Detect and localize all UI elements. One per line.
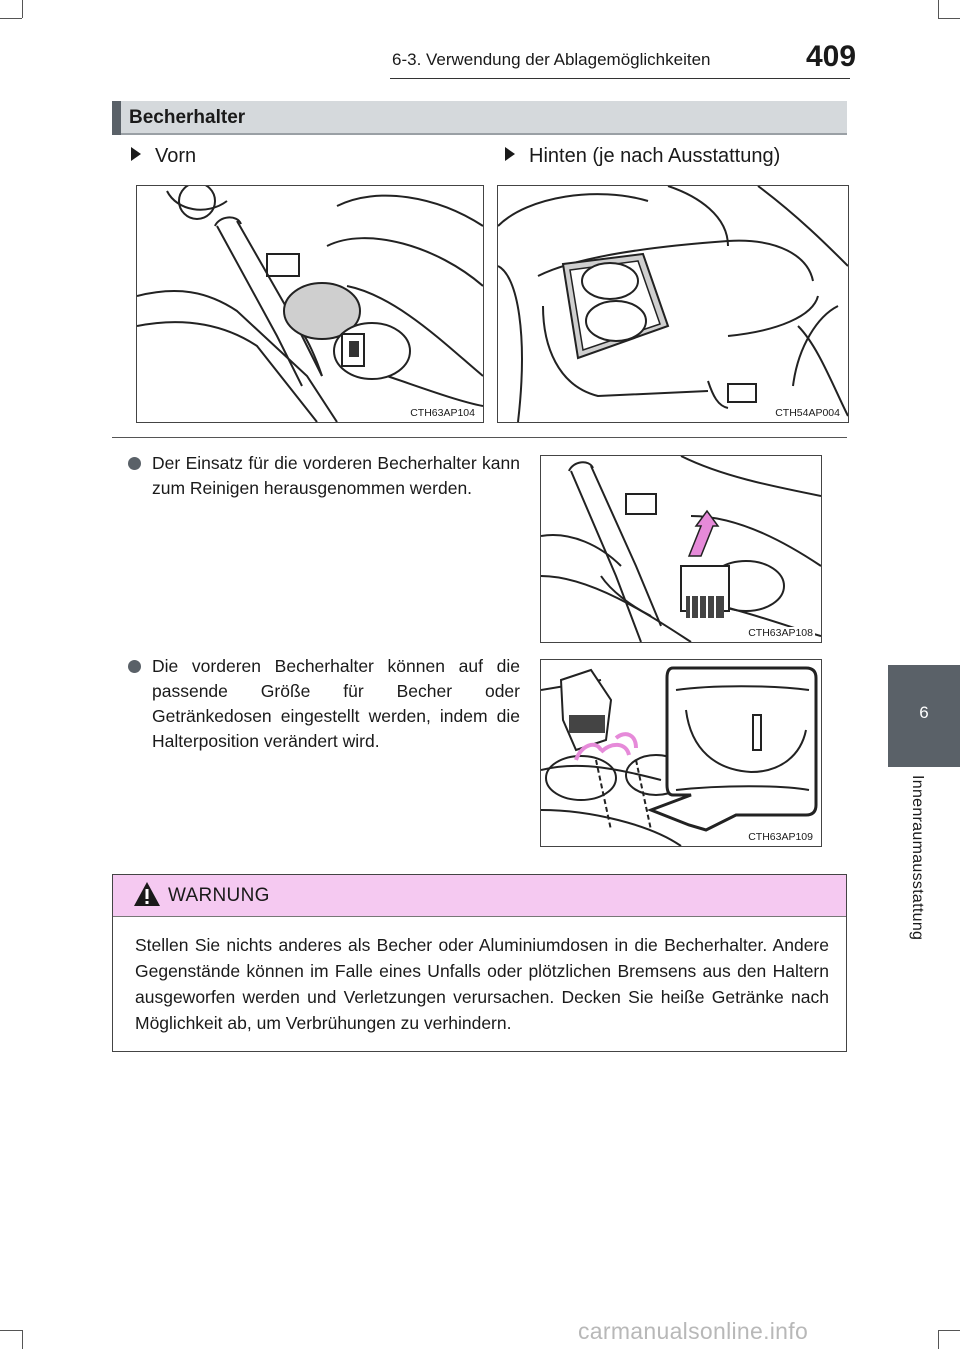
triangle-bullet-icon [131,147,141,161]
chapter-title: Innenraumausstattung [909,775,926,941]
page-number: 409 [806,40,857,73]
sub-label-front [131,145,196,168]
insert-removal-illustration [541,456,821,642]
crop-mark [938,1330,939,1349]
bullet-text: Der Einsatz für die vorderen Becherhalter kann zum Reinigen herausgenommen werden. [152,453,520,498]
crop-mark [938,0,939,18]
bullet-insert-removable [130,451,520,501]
warning-triangle-icon [133,881,161,907]
figure-code: CTH63AP108 [748,627,813,639]
sub-label-rear-text: Hinten (je nach Ausstattung) [529,145,781,167]
figure-code: CTH63AP104 [410,407,475,419]
header-rule [390,78,850,79]
triangle-bullet-icon [505,147,515,161]
section-divider [112,437,847,438]
rear-cup-holder-illustration [498,186,848,422]
front-cup-holder-illustration [137,186,483,422]
bullet-dot-icon [128,457,141,470]
crop-mark [0,18,22,19]
crop-mark [938,1330,960,1331]
bullet-dot-icon [128,660,141,673]
chapter-tab[interactable] [888,665,960,767]
figure-code: CTH54AP004 [775,407,840,419]
figure-holder-adjustment [540,659,822,847]
bullet-holder-adjustable [130,654,520,754]
crop-mark [938,18,960,19]
section-title: Becherhalter [129,107,246,128]
header-section-title: 6-3. Verwendung der Ablagemöglichkeiten [392,50,711,69]
holder-adjustment-illustration [541,660,821,846]
section-accent [112,101,121,135]
figure-code: CTH63AP109 [748,831,813,843]
bullet-text: Die vorderen Becherhalter können auf die passende Größe für Becher oder Getränkedosen eingestellt werden, indem die Halterposition verändert wird. [152,656,520,751]
crop-mark [22,1330,23,1349]
crop-mark [0,1330,22,1331]
figure-rear-cup-holder [497,185,849,423]
warning-box [112,874,847,1052]
crop-mark [22,0,23,18]
sub-label-rear [505,145,780,168]
figure-front-cup-holder [136,185,484,423]
section-heading-bar [112,101,847,135]
chapter-number: 6 [919,703,929,722]
warning-text: Stellen Sie nichts anderes als Becher oder Aluminiumdosen in die Becherhalter. Andere Gegenstände können im Falle eines Unfalls oder plötzlichen Bremsens aus den Haltern ausgeworfen werden und Verletzungen verursachen. Decken Sie heiße Getränke nach Möglichkeit ab, um Verbrühungen zu verhindern. [135,935,829,1033]
warning-title: WARNUNG [168,885,270,906]
warning-header [113,875,846,917]
sub-label-front-text: Vorn [155,145,197,167]
footer-watermark: carmanualsonline.info [578,1318,809,1344]
figure-insert-removal [540,455,822,643]
